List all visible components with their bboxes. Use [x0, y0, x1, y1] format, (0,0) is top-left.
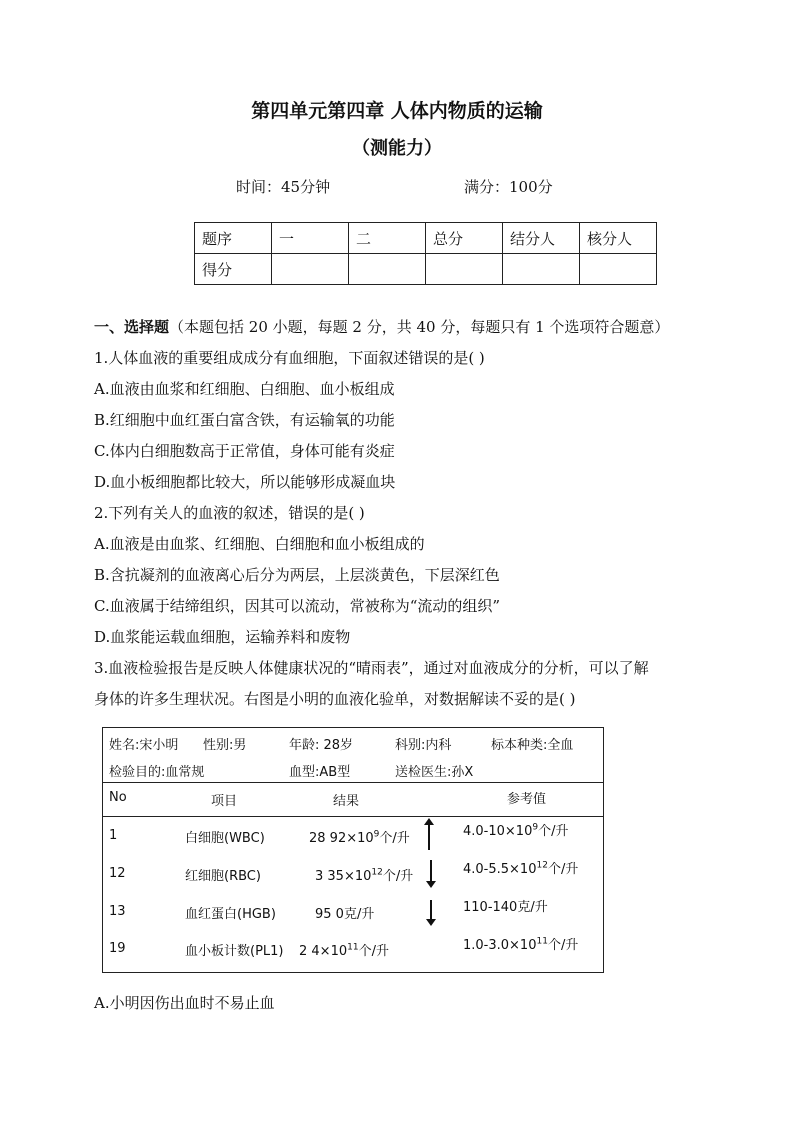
arrow-down-icon — [430, 860, 432, 882]
report-specimen: 标本种类:全血 — [491, 738, 574, 753]
report-col-no: No — [109, 790, 127, 805]
report-row-item: 白细胞(WBC) — [185, 831, 265, 846]
report-row-no: 12 — [109, 866, 126, 881]
arrow-up-icon — [428, 824, 430, 850]
arrow-down-icon — [430, 900, 432, 920]
score-table — [194, 222, 657, 285]
report-row-reference: $1.0-3.0\times 10^{11}$个/升 — [463, 936, 579, 953]
question-3-stem-line-1: 3.血液检验报告是反映人体健康状况的“晴雨表”，通过对血液成分的分析，可以了解 — [94, 659, 649, 677]
score-table-cell: 一 — [272, 223, 349, 254]
score-input-cell[interactable] — [426, 254, 503, 285]
exam-time: 时间：45分钟 — [236, 178, 331, 196]
question-2-option-b[interactable]: B.含抗凝剂的血液离心后分为两层，上层淡黄色，下层深红色 — [94, 566, 500, 584]
score-input-cell[interactable] — [503, 254, 580, 285]
report-row-result: 2 $4\times 10^{11}$个/升 — [299, 942, 389, 959]
score-table-cell: 二 — [349, 223, 426, 254]
report-row-reference: $4.0-5.5\times 10^{12}$个/升 — [463, 860, 579, 877]
question-1-option-d[interactable]: D.血小板细胞都比较大，所以能够形成凝血块 — [94, 473, 396, 491]
report-row-no: 1 — [109, 828, 118, 843]
question-2-option-d[interactable]: D.血浆能运载血细胞，运输养料和废物 — [94, 628, 351, 646]
score-table-score-row — [195, 254, 657, 285]
report-doctor: 送检医生:孙X — [395, 765, 474, 780]
report-col-reference: 参考值 — [507, 792, 547, 807]
report-row-item: 红细胞(RBC) — [185, 869, 261, 884]
report-row-result: 3 $35\times 10^{12}$个/升 — [315, 867, 414, 884]
page-subtitle: （测能力） — [352, 138, 442, 159]
score-input-cell[interactable] — [580, 254, 657, 285]
report-row-item: 血红蛋白(HGB) — [185, 907, 276, 922]
report-patient-name: 姓名:宋小明 — [109, 738, 179, 753]
question-3-option-a[interactable]: A.小明因伤出血时不易止血 — [94, 994, 275, 1012]
report-row-item: 血小板计数(PL1) — [185, 944, 284, 959]
score-table-cell: 题序 — [195, 223, 272, 254]
question-2-option-c[interactable]: C.血液属于结缔组织，因其可以流动，常被称为“流动的组织” — [94, 597, 501, 615]
question-1-option-b[interactable]: B.红细胞中血红蛋白富含铁，有运输氧的功能 — [94, 411, 395, 429]
report-row-no: 13 — [109, 904, 126, 919]
report-blood-type: 血型:AB型 — [289, 765, 351, 780]
report-department: 科别:内科 — [395, 738, 452, 753]
report-row-result: 95 0克/升 — [315, 907, 375, 922]
question-1-option-a[interactable]: A.血液由血浆和红细胞、白细胞、血小板组成 — [94, 380, 395, 398]
question-1-option-c[interactable]: C.体内白细胞数高于正常值，身体可能有炎症 — [94, 442, 395, 460]
question-2-stem: 2.下列有关人的血液的叙述，错误的是( ) — [94, 504, 365, 522]
report-divider — [103, 782, 603, 783]
score-input-cell[interactable] — [349, 254, 426, 285]
report-col-item: 项目 — [211, 794, 238, 809]
score-table-cell: 得分 — [195, 254, 272, 285]
question-1-stem: 1.人体血液的重要组成成分有血细胞，下面叙述错误的是( ) — [94, 349, 485, 367]
question-3-stem-line-2: 身体的许多生理状况。右图是小明的血液化验单，对数据解读不妥的是( ) — [94, 690, 576, 708]
question-2-option-a[interactable]: A.血液是由血浆、红细胞、白细胞和血小板组成的 — [94, 535, 425, 553]
report-sex: 性别:男 — [203, 738, 247, 753]
report-row-reference: $4.0-10\times 10^9$个/升 — [463, 822, 569, 839]
score-table-cell: 结分人 — [503, 223, 580, 254]
report-row-result: 28 $92\times 10^9$个/升 — [309, 829, 410, 846]
report-age: 年龄: 28岁 — [289, 738, 354, 753]
report-purpose: 检验目的:血常规 — [109, 765, 205, 780]
section-title: 一、选择题 — [94, 318, 170, 336]
report-col-result: 结果 — [333, 794, 360, 809]
blood-test-report — [102, 727, 604, 973]
page-title: 第四单元第四章 人体内物质的运输 — [251, 100, 543, 122]
section-heading — [94, 316, 669, 337]
report-row-reference: 110-140克/升 — [463, 900, 548, 915]
score-table-cell: 核分人 — [580, 223, 657, 254]
report-divider — [103, 816, 603, 817]
section-note: （本题包括 20 小题，每题 2 分，共 40 分，每题只有 1 个选项符合题意） — [169, 318, 670, 336]
score-table-cell: 总分 — [426, 223, 503, 254]
report-row-no: 19 — [109, 941, 126, 956]
score-input-cell[interactable] — [272, 254, 349, 285]
exam-full-score: 满分：100分 — [464, 178, 553, 196]
score-table-header-row — [195, 223, 657, 254]
